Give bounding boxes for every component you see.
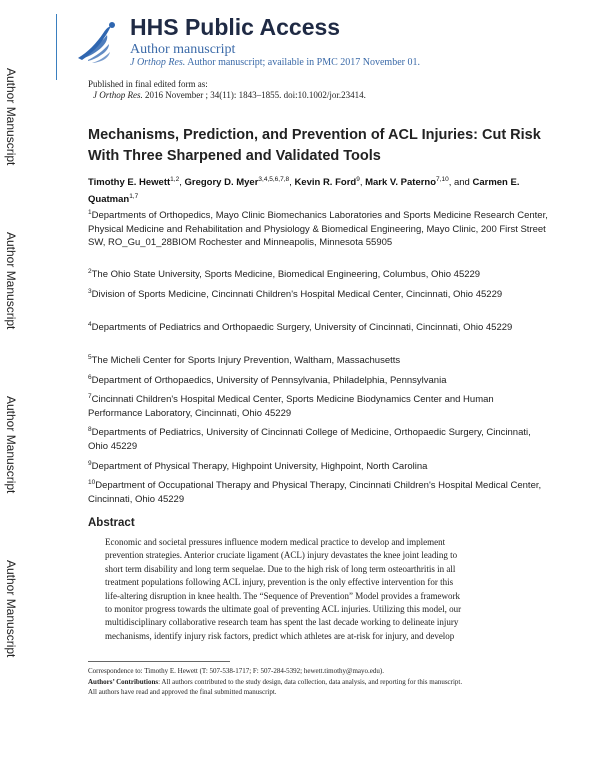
author-name: Mark V. Paterno (365, 177, 437, 189)
journal-abbrev: J Orthop Res. (130, 57, 186, 68)
availability-text: Author manuscript; available in PMC 2017 November 01. (187, 57, 420, 68)
sidebar-label-3: Author Manuscript (4, 396, 18, 494)
contributions-text: : All authors contributed to the study design, data collection, data analysis, and reporting for this manuscript. (158, 678, 463, 686)
abstract-heading: Abstract (88, 517, 135, 529)
affiliation (88, 371, 548, 388)
author-list (88, 173, 558, 207)
citation-details: 2016 November ; 34(11): 1843–1855. doi:10.1002/jor.23414. (145, 90, 366, 100)
affiliation-text: Departments of Pediatrics and Orthopaedic Surgery, University of Cincinnati, Cincinnati, Ohio 45229 (91, 322, 513, 334)
abstract-line: life-altering disruption in knee health. The “Sequence of Prevention” Model provides a framework (105, 590, 460, 601)
abstract-line: treatment populations following ACL injury, prevention is the only effective intervention for this (105, 577, 454, 588)
abstract-line: multidisciplinary collaborative research team has spent the last decade working to delineate injury (105, 617, 459, 628)
sidebar-label-1: Author Manuscript (4, 68, 18, 166)
affiliation-number: 6 (88, 374, 92, 381)
hhs-eagle-logo (74, 18, 120, 66)
abstract-body (105, 536, 555, 643)
author-affiliation-ref: 7,10 (436, 176, 449, 183)
affiliation-number: 8 (88, 426, 92, 433)
affiliation (88, 318, 548, 335)
affiliation (88, 423, 548, 453)
affiliation-number: 4 (88, 321, 92, 328)
contributions-note (88, 677, 558, 687)
correspondence-note: Correspondence to: Timothy E. Hewett (T: 507-538-1717; F: 507-284-5392; hewett.timothy@mayo.edu). (88, 667, 384, 675)
affiliation-number: 5 (88, 354, 92, 361)
author-affiliation-ref: 3,4,5,6,7,8 (258, 176, 290, 183)
sidebar-label-4: Author Manuscript (4, 560, 18, 658)
affiliation-number: 1 (88, 209, 92, 216)
contributions-label: Authors’ Contributions (88, 678, 159, 686)
affiliation (88, 457, 548, 474)
abstract-line: Economic and societal pressures influence modern medical practice to develop and implement (105, 537, 446, 547)
author-separator: , (289, 177, 295, 189)
hhs-title: HHS Public Access (130, 14, 341, 40)
author-separator: , and (448, 177, 473, 189)
affiliation-text: The Ohio State University, Sports Medicine, Biomedical Engineering, Columbus, Ohio 45229 (91, 269, 481, 281)
affiliation-text: Department of Orthopaedics, University of Pennsylvania, Philadelphia, Pennsylvania (91, 375, 447, 387)
affiliation (88, 476, 548, 506)
header-divider (56, 14, 57, 80)
affiliation (88, 351, 548, 368)
affiliation-text: Division of Sports Medicine, Cincinnati Children's Hospital Medical Center, Cincinnati, Ohio 45229 (91, 289, 503, 301)
affiliation-text: Cincinnati Children's Hospital Medical Center, Sports Medicine Biodynamics Center and Human Performance Laboratory, Cincinnati, Ohio 45229 (88, 394, 494, 419)
author-name: Kevin R. Ford (294, 177, 357, 189)
affiliation (88, 285, 548, 302)
author-name: Timothy E. Hewett (88, 177, 171, 189)
author-name: Gregory D. Myer (184, 177, 259, 189)
affiliation-text: Departments of Pediatrics, University of Cincinnati College of Medicine, Orthopaedic Surgery, Cincinnati, Ohio 45229 (88, 427, 531, 452)
affiliation-text: The Micheli Center for Sports Injury Prevention, Waltham, Massachusetts (91, 355, 401, 367)
sidebar-label-2: Author Manuscript (4, 232, 18, 330)
affiliation-text: Department of Occupational Therapy and Physical Therapy, Cincinnati Children's Hospital Medical Center, Cincinnati, Ohio 45229 (88, 480, 542, 505)
affiliation (88, 206, 548, 249)
author-affiliation-ref: 1,7 (129, 193, 139, 201)
author-affiliation-ref: 1,2 (170, 176, 180, 183)
affiliation-text: Department of Physical Therapy, Highpoint University, Highpoint, North Carolina (91, 461, 428, 473)
published-label: Published in final edited form as: (88, 79, 208, 89)
abstract-line: mechanisms, identify injury risk factors, predict which athletes are at-risk for injury, and develop (105, 630, 455, 641)
affiliation (88, 265, 548, 282)
contributions-note-2: All authors have read and approved the final submitted manuscript. (88, 688, 277, 696)
affiliation (88, 390, 548, 420)
citation-journal: J Orthop Res. (93, 90, 143, 100)
author-separator: , (359, 177, 366, 189)
abstract-line: short term disability and long term sequelae. Due to the high risk of long term osteoarthritis in all (105, 563, 456, 574)
abstract-line: prevention strategies. Anterior cruciate ligament (ACL) injury devastates the knee joint leading to (105, 550, 458, 561)
affiliation-text: Departments of Orthopedics, Mayo Clinic Biomechanics Laboratories and Sports Medicine Research Center, Physical Medicine and Rehabilitation and Physiology & Biomedical Engineering, Mayo Clinic, 200 First Street SW, RO_Gu_01_28BIOM Rochester and Minneapolis, Minnesota 55905 (88, 210, 548, 248)
affiliation-number: 7 (88, 393, 92, 400)
citation-line (93, 90, 366, 100)
affiliation-number: 2 (88, 268, 92, 275)
author-manuscript-label: Author manuscript (130, 42, 236, 57)
article-title: Mechanisms, Prediction, and Prevention of ACL Injuries: Cut Risk With Three Sharpened and Validated Tools (88, 127, 541, 164)
author-affiliation-ref: 9 (356, 176, 360, 183)
affiliation-number: 3 (88, 288, 92, 295)
footnote-rule (88, 661, 230, 662)
author-name: Carmen E. Quatman (88, 177, 520, 206)
author-separator: , (179, 177, 185, 189)
abstract-line: to monitor progress towards the ultimate goal of preventing ACL injuries. Utilizing this model, our (105, 604, 462, 615)
affiliation-number: 10 (88, 479, 96, 486)
availability-line (130, 57, 420, 68)
affiliation-number: 9 (88, 460, 92, 467)
